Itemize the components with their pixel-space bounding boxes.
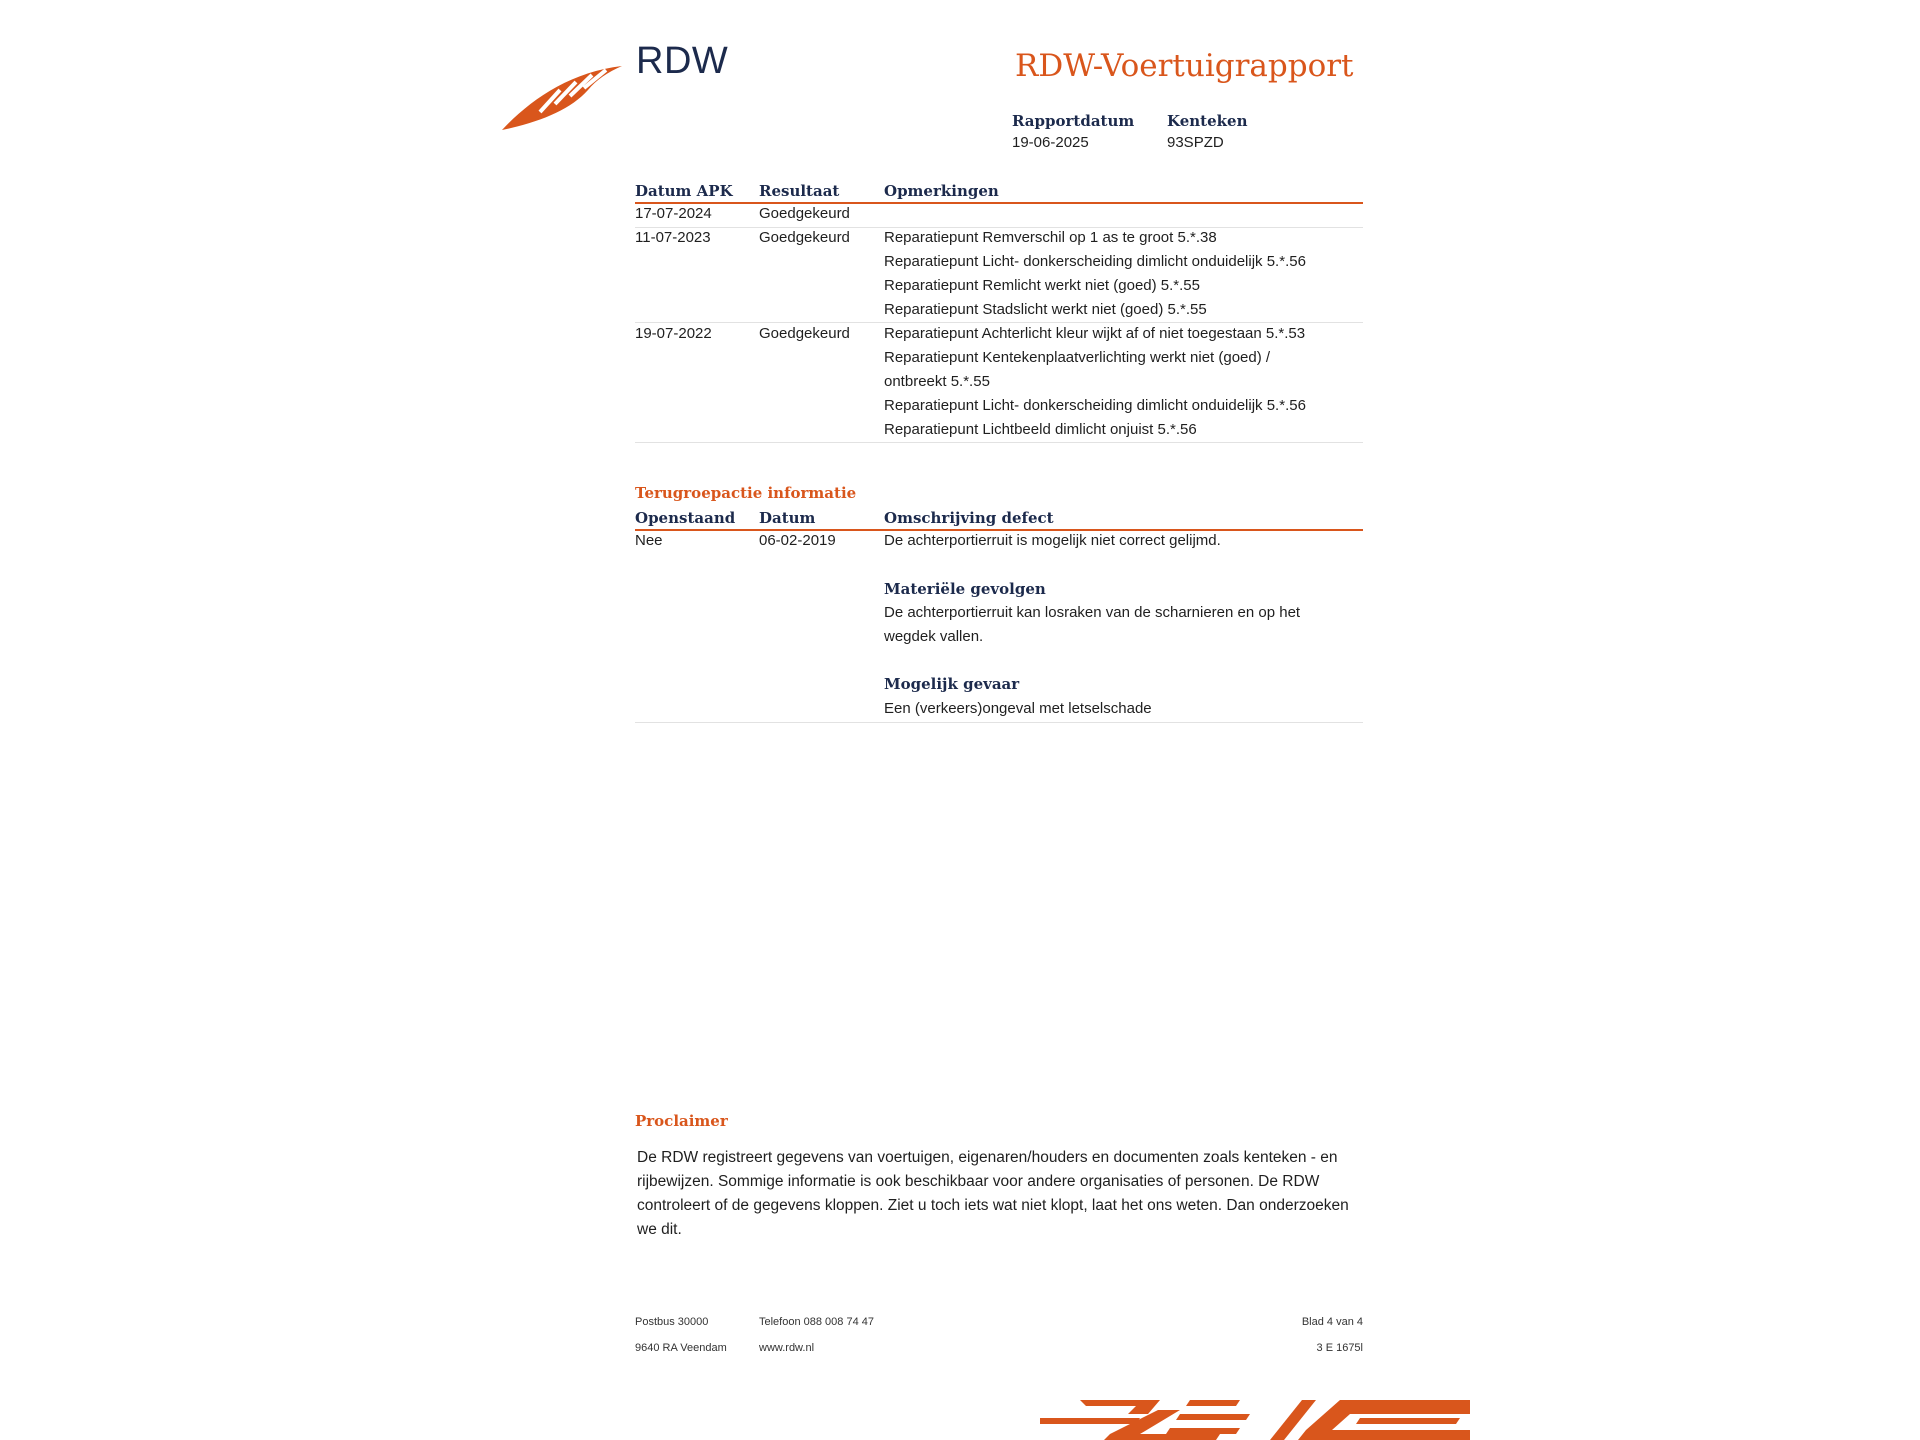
footer-postbus: Postbus 30000 <box>635 1316 709 1328</box>
footer-address: 9640 RA Veendam <box>635 1342 727 1354</box>
report-title: RDW-Voertuigrapport <box>1015 48 1354 84</box>
logo-text: RDW <box>636 40 729 82</box>
apk-header-date: Datum APK <box>635 182 733 200</box>
apk-row-3-date: 19-07-2022 <box>635 325 712 342</box>
apk-header-rule <box>635 202 1363 204</box>
meta-value-kenteken: 93SPZD <box>1167 134 1224 151</box>
apk-row-3-remark-3: ontbreekt 5.*.55 <box>884 373 990 390</box>
apk-row-1-date: 17-07-2024 <box>635 205 712 222</box>
apk-row-3-remark-4: Reparatiepunt Licht- donkerscheiding dimlicht onduidelijk 5.*.56 <box>884 397 1306 414</box>
footer-website: www.rdw.nl <box>759 1342 815 1354</box>
apk-row-2-remark-3: Reparatiepunt Remlicht werkt niet (goed) 5.*.55 <box>884 277 1200 294</box>
apk-row-3-remark-1: Reparatiepunt Achterlicht kleur wijkt af of niet toegestaan 5.*.53 <box>884 325 1306 342</box>
recall-bottom-rule <box>635 722 1363 723</box>
apk-row-2-date: 11-07-2023 <box>635 229 711 246</box>
apk-row-3-remark-5: Reparatiepunt Lichtbeeld dimlicht onjuist 5.*.56 <box>884 421 1197 438</box>
recall-header-description: Omschrijving defect <box>884 509 1054 527</box>
recall-danger-text: Een (verkeers)ongeval met letselschade <box>884 700 1152 717</box>
footer-code: 3 E 1675l <box>1316 1342 1363 1354</box>
apk-row-2-remark-4: Reparatiepunt Stadslicht werkt niet (goed) 5.*.55 <box>884 301 1207 318</box>
recall-consequences-line-1: De achterportierruit kan losraken van de scharnieren en op het <box>884 604 1301 621</box>
rdw-feather-icon <box>500 60 625 132</box>
apk-row-1-result: Goedgekeurd <box>759 205 850 222</box>
recall-danger-heading: Mogelijk gevaar <box>884 675 1020 693</box>
apk-header-result: Resultaat <box>759 182 840 200</box>
recall-consequences-line-2: wegdek vallen. <box>884 628 984 645</box>
disclaimer-text: De RDW registreert gegevens van voertuigen, eigenaren/houders en documenten zoals kenteken - en rijbewijzen. Sommige informatie is ook beschikbaar voor andere organisaties of personen. De RDW controleert of de gegevens kloppen. Ziet u toch iets wat niet klopt, laat het ons weten. Dan onderzoeken we dit. <box>637 1149 1349 1238</box>
apk-row-2-remark-2: Reparatiepunt Licht- donkerscheiding dimlicht onduidelijk 5.*.56 <box>884 253 1306 270</box>
meta-label-kenteken: Kenteken <box>1167 112 1248 130</box>
apk-row-2-remark-1: Reparatiepunt Remverschil op 1 as te groot 5.*.38 <box>884 229 1217 246</box>
meta-value-rapportdatum: 19-06-2025 <box>1012 134 1089 151</box>
apk-row-divider <box>635 442 1363 443</box>
apk-header-remarks: Opmerkingen <box>884 182 999 200</box>
apk-row-3-result: Goedgekeurd <box>759 325 850 342</box>
recall-description: De achterportierruit is mogelijk niet correct gelijmd. <box>884 532 1221 549</box>
disclaimer-title: Proclaimer <box>635 1112 728 1130</box>
recall-open-value: Nee <box>635 532 663 549</box>
recall-date-value: 06-02-2019 <box>759 532 836 549</box>
recall-section-title: Terugroepactie informatie <box>635 484 857 502</box>
meta-label-rapportdatum: Rapportdatum <box>1012 112 1135 130</box>
rdw-stripes-icon <box>1040 1400 1470 1440</box>
apk-row-3-remark-2: Reparatiepunt Kentekenplaatverlichting werkt niet (goed) / <box>884 349 1271 366</box>
footer-phone: Telefoon 088 008 74 47 <box>759 1316 874 1328</box>
recall-header-date: Datum <box>759 509 816 527</box>
apk-row-2-result: Goedgekeurd <box>759 229 850 246</box>
recall-consequences-heading: Materiële gevolgen <box>884 580 1046 598</box>
footer-page-number: Blad 4 van 4 <box>1301 1316 1363 1328</box>
recall-header-open: Openstaand <box>635 509 736 527</box>
